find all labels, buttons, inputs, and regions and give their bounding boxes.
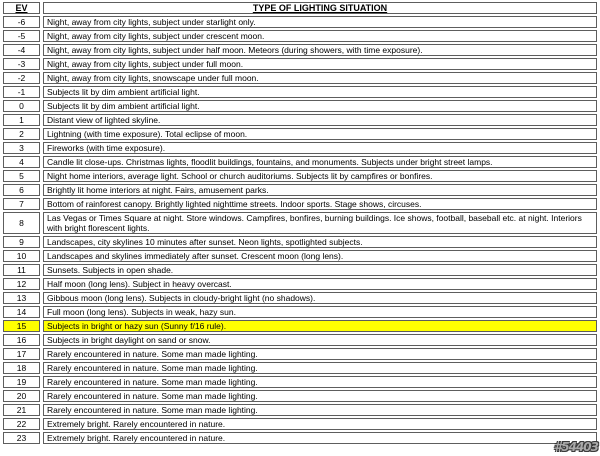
- lighting-situation-description: Rarely encountered in nature. Some man made lighting.: [43, 376, 597, 388]
- table-row: [3, 306, 597, 318]
- lighting-situation-description: Night home interiors, average light. School or church auditoriums. Subjects lit by campfires or bonfires.: [43, 170, 597, 182]
- table-row: [3, 236, 597, 248]
- table-row: [3, 404, 597, 416]
- lighting-situation-description: Subjects in bright daylight on sand or snow.: [43, 334, 597, 346]
- ev-value: -3: [3, 58, 40, 70]
- ev-value: 12: [3, 278, 40, 290]
- table-row: [3, 86, 597, 98]
- ev-value: 19: [3, 376, 40, 388]
- table-row: [3, 30, 597, 42]
- lighting-situation-description: Subjects lit by dim ambient artificial light.: [43, 100, 597, 112]
- lighting-situation-description: Rarely encountered in nature. Some man made lighting.: [43, 404, 597, 416]
- table-row: [3, 100, 597, 112]
- table-row: [3, 376, 597, 388]
- watermark-stamp: #54403: [553, 440, 598, 454]
- ev-value: 0: [3, 100, 40, 112]
- table-row: [3, 114, 597, 126]
- table-row: [3, 250, 597, 262]
- lighting-situation-description: Distant view of lighted skyline.: [43, 114, 597, 126]
- table-row: [3, 128, 597, 140]
- lighting-situation-description: Night, away from city lights, subject under starlight only.: [43, 16, 597, 28]
- ev-value: 21: [3, 404, 40, 416]
- table-row: [3, 16, 597, 28]
- lighting-situation-description: Rarely encountered in nature. Some man made lighting.: [43, 348, 597, 360]
- lighting-situation-description: Candle lit close-ups. Christmas lights, floodlit buildings, fountains, and monuments. Subjects under bright street lamps.: [43, 156, 597, 168]
- lighting-situation-description: Subjects in bright or hazy sun (Sunny f/16 rule).: [43, 320, 597, 332]
- ev-value: 18: [3, 362, 40, 374]
- table-row: [3, 44, 597, 56]
- lighting-situation-description: Las Vegas or Times Square at night. Store windows. Campfires, bonfires, burning buildings. Ice shows, football, baseball etc. at night. Interiors with bright florescent lights.: [43, 212, 597, 234]
- table-row: [3, 142, 597, 154]
- table-row: [3, 362, 597, 374]
- ev-value: 8: [3, 212, 40, 234]
- ev-value: 9: [3, 236, 40, 248]
- ev-value: 20: [3, 390, 40, 402]
- table-row: [3, 58, 597, 70]
- table-row: [3, 170, 597, 182]
- table-row: [3, 292, 597, 304]
- lighting-situation-description: Gibbous moon (long lens). Subjects in cloudy-bright light (no shadows).: [43, 292, 597, 304]
- table-row: [3, 264, 597, 276]
- ev-value: 23: [3, 432, 40, 444]
- ev-value: -6: [3, 16, 40, 28]
- ev-value: 4: [3, 156, 40, 168]
- ev-value: 17: [3, 348, 40, 360]
- table-row: [3, 348, 597, 360]
- table-row: [3, 156, 597, 168]
- ev-value: 10: [3, 250, 40, 262]
- table-header-row: [3, 2, 597, 14]
- table-row: [3, 390, 597, 402]
- ev-value: 7: [3, 198, 40, 210]
- ev-value: 22: [3, 418, 40, 430]
- ev-value: 16: [3, 334, 40, 346]
- lighting-situation-description: Landscapes and skylines immediately after sunset. Crescent moon (long lens).: [43, 250, 597, 262]
- table-row: [3, 184, 597, 196]
- ev-value: -2: [3, 72, 40, 84]
- lighting-situation-description: Fireworks (with time exposure).: [43, 142, 597, 154]
- lighting-situation-description: Extremely bright. Rarely encountered in nature.: [43, 418, 597, 430]
- ev-value: 3: [3, 142, 40, 154]
- ev-value: -4: [3, 44, 40, 56]
- lighting-situation-description: Landscapes, city skylines 10 minutes after sunset. Neon lights, spotlighted subjects.: [43, 236, 597, 248]
- ev-value: 2: [3, 128, 40, 140]
- lighting-situation-description: Lightning (with time exposure). Total eclipse of moon.: [43, 128, 597, 140]
- ev-value: 13: [3, 292, 40, 304]
- table-row: [3, 198, 597, 210]
- table-row: [3, 418, 597, 430]
- lighting-situation-description: Rarely encountered in nature. Some man made lighting.: [43, 390, 597, 402]
- lighting-situation-description: Bottom of rainforest canopy. Brightly lighted nighttime streets. Indoor sports. Stage shows, circuses.: [43, 198, 597, 210]
- lighting-situation-description: Sunsets. Subjects in open shade.: [43, 264, 597, 276]
- table-row: [3, 278, 597, 290]
- table-row: [3, 320, 597, 332]
- lighting-situation-description: Half moon (long lens). Subject in heavy overcast.: [43, 278, 597, 290]
- ev-value: 15: [3, 320, 40, 332]
- table-row: [3, 72, 597, 84]
- table-row: [3, 432, 597, 444]
- ev-value: -5: [3, 30, 40, 42]
- ev-value: -1: [3, 86, 40, 98]
- lighting-situation-description: Night, away from city lights, subject under half moon. Meteors (during showers, with time exposure).: [43, 44, 597, 56]
- table-row: [3, 334, 597, 346]
- lighting-situation-description: Full moon (long lens). Subjects in weak, hazy sun.: [43, 306, 597, 318]
- ev-value: 11: [3, 264, 40, 276]
- ev-value: 1: [3, 114, 40, 126]
- ev-value: 5: [3, 170, 40, 182]
- lighting-situation-description: Night, away from city lights, subject under crescent moon.: [43, 30, 597, 42]
- ev-column-header: EV: [3, 2, 40, 14]
- ev-value: 14: [3, 306, 40, 318]
- type-of-lighting-column-header: TYPE OF LIGHTING SITUATION: [43, 2, 597, 14]
- lighting-situation-description: Subjects lit by dim ambient artificial light.: [43, 86, 597, 98]
- ev-value: 6: [3, 184, 40, 196]
- table-row: [3, 212, 597, 234]
- lighting-situation-description: Brightly lit home interiors at night. Fairs, amusement parks.: [43, 184, 597, 196]
- lighting-situation-description: Extremely bright. Rarely encountered in nature.: [43, 432, 597, 444]
- lighting-situation-description: Night, away from city lights, subject under full moon.: [43, 58, 597, 70]
- lighting-situation-description: Rarely encountered in nature. Some man made lighting.: [43, 362, 597, 374]
- lighting-situation-description: Night, away from city lights, snowscape under full moon.: [43, 72, 597, 84]
